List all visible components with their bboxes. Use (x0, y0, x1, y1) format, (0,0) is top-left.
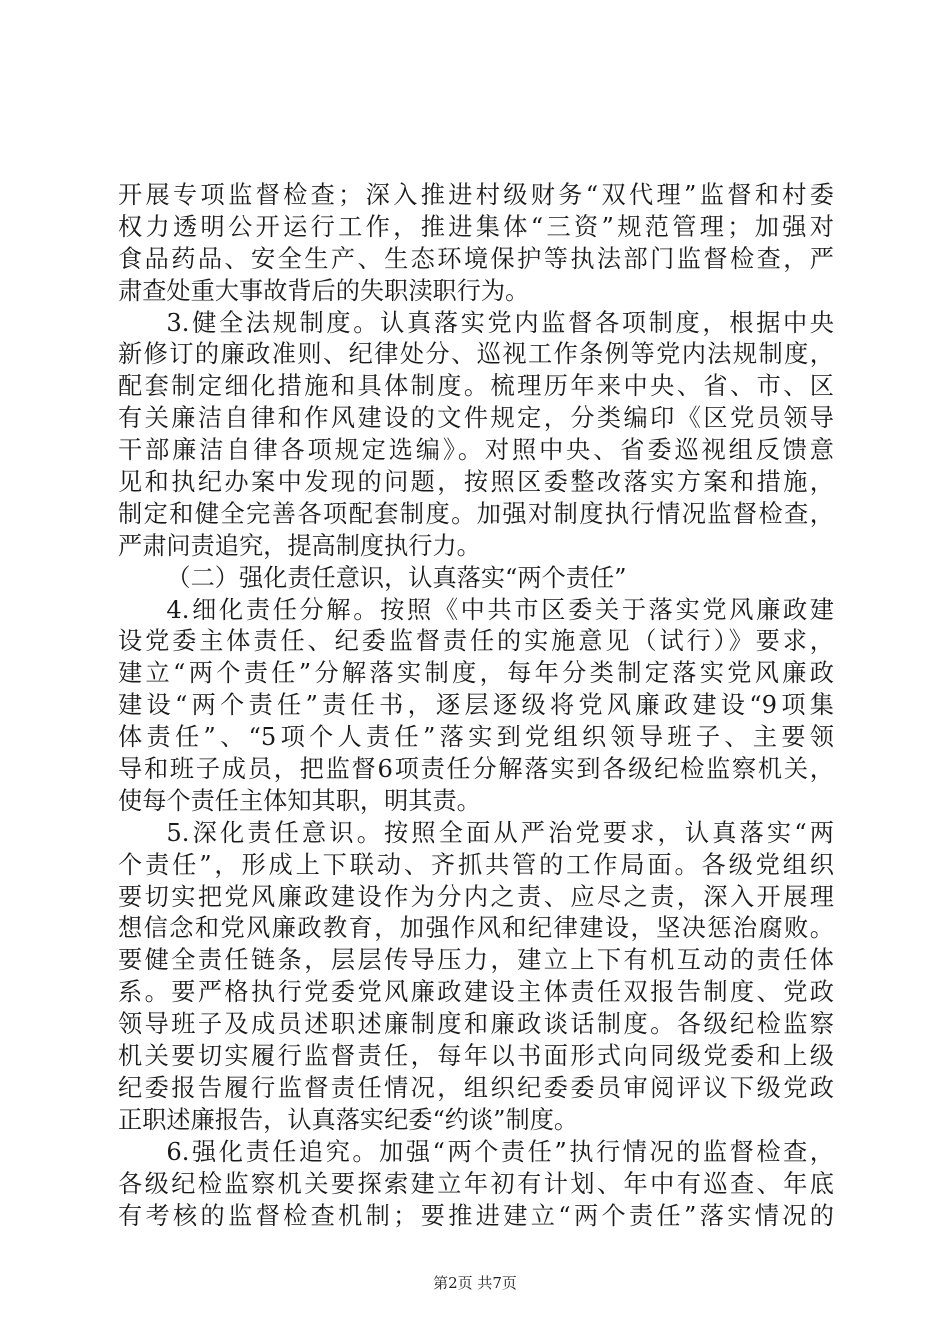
text-line: 肃查处重大事故背后的失职渎职行为。 (118, 276, 530, 305)
text-line: 各级纪检监察机关要探索建立年初有计划、年中有巡查、年底 (118, 1169, 834, 1198)
text-line: 有关廉洁自律和作风建设的文件规定，分类编印《区党员领导 (118, 404, 834, 433)
text-line: 建立“两个责任”分解落实制度，每年分类制定落实党风廉政 (118, 659, 834, 688)
text-line: 建设“两个责任”责任书，逐层逐级将党风廉政建设“9项集 (118, 691, 834, 720)
text-line: 3.健全法规制度。认真落实党内监督各项制度，根据中央 (166, 308, 834, 337)
text-line: 配套制定细化措施和具体制度。梳理历年来中央、省、市、区 (118, 372, 834, 401)
text-line: 见和执纪办案中发现的问题，按照区委整改落实方案和措施， (118, 468, 834, 497)
text-line: 个责任”，形成上下联动、齐抓共管的工作局面。各级党组织 (118, 850, 834, 879)
text-line: （二）强化责任意识，认真落实“两个责任” (166, 563, 627, 592)
text-line: 设党委主体责任、纪委监督责任的实施意见（试行）》要求， (118, 627, 834, 656)
text-line: 要切实把党风廉政建设作为分内之责、应尽之责，深入开展理 (118, 882, 834, 911)
text-line: 4.细化责任分解。按照《中共市区委关于落实党风廉政建 (166, 595, 834, 624)
text-line: 想信念和党风廉政教育，加强作风和纪律建设，坚决惩治腐败。 (118, 914, 834, 943)
text-line: 权力透明公开运行工作，推进集体“三资”规范管理；加强对 (118, 212, 834, 241)
text-line: 5.深化责任意识。按照全面从严治党要求，认真落实“两 (166, 818, 834, 847)
text-line: 要健全责任链条，层层传导压力，建立上下有机互动的责任体 (118, 946, 834, 975)
text-line: 食品药品、安全生产、生态环境保护等执法部门监督检查，严 (118, 244, 834, 273)
text-line: 制定和健全完善各项配套制度。加强对制度执行情况监督检查， (118, 499, 834, 528)
text-line: 系。要严格执行党委党风廉政建设主体责任双报告制度、党政 (118, 978, 834, 1007)
page-footer: 第2页 共7页 (433, 1274, 517, 1292)
text-line: 领导班子及成员述职述廉制度和廉政谈话制度。各级纪检监察 (118, 1010, 834, 1039)
body-text (118, 180, 834, 1232)
text-line: 新修订的廉政准则、纪律处分、巡视工作条例等党内法规制度， (118, 340, 834, 369)
text-line: 严肃问责追究，提高制度执行力。 (118, 531, 481, 560)
text-line: 体责任”、“5项个人责任”落实到党组织领导班子、主要领 (118, 723, 834, 752)
text-line: 纪委报告履行监督责任情况，组织纪委委员审阅评议下级党政 (118, 1073, 834, 1102)
text-line: 有考核的监督检查机制；要推进建立“两个责任”落实情况的 (118, 1201, 834, 1230)
text-line: 使每个责任主体知其职，明其责。 (118, 786, 481, 815)
text-line: 导和班子成员，把监督6项责任分解落实到各级纪检监察机关， (118, 755, 834, 784)
text-line: 干部廉洁自律各项规定选编》。对照中央、省委巡视组反馈意 (118, 436, 834, 465)
text-line: 6.强化责任追究。加强“两个责任”执行情况的监督检查， (166, 1137, 834, 1166)
text-line: 机关要切实履行监督责任，每年以书面形式向同级党委和上级 (118, 1042, 834, 1071)
text-line: 开展专项监督检查；深入推进村级财务“双代理”监督和村委 (118, 181, 834, 209)
text-line: 正职述廉报告，认真落实纪委“约谈”制度。 (118, 1105, 579, 1134)
